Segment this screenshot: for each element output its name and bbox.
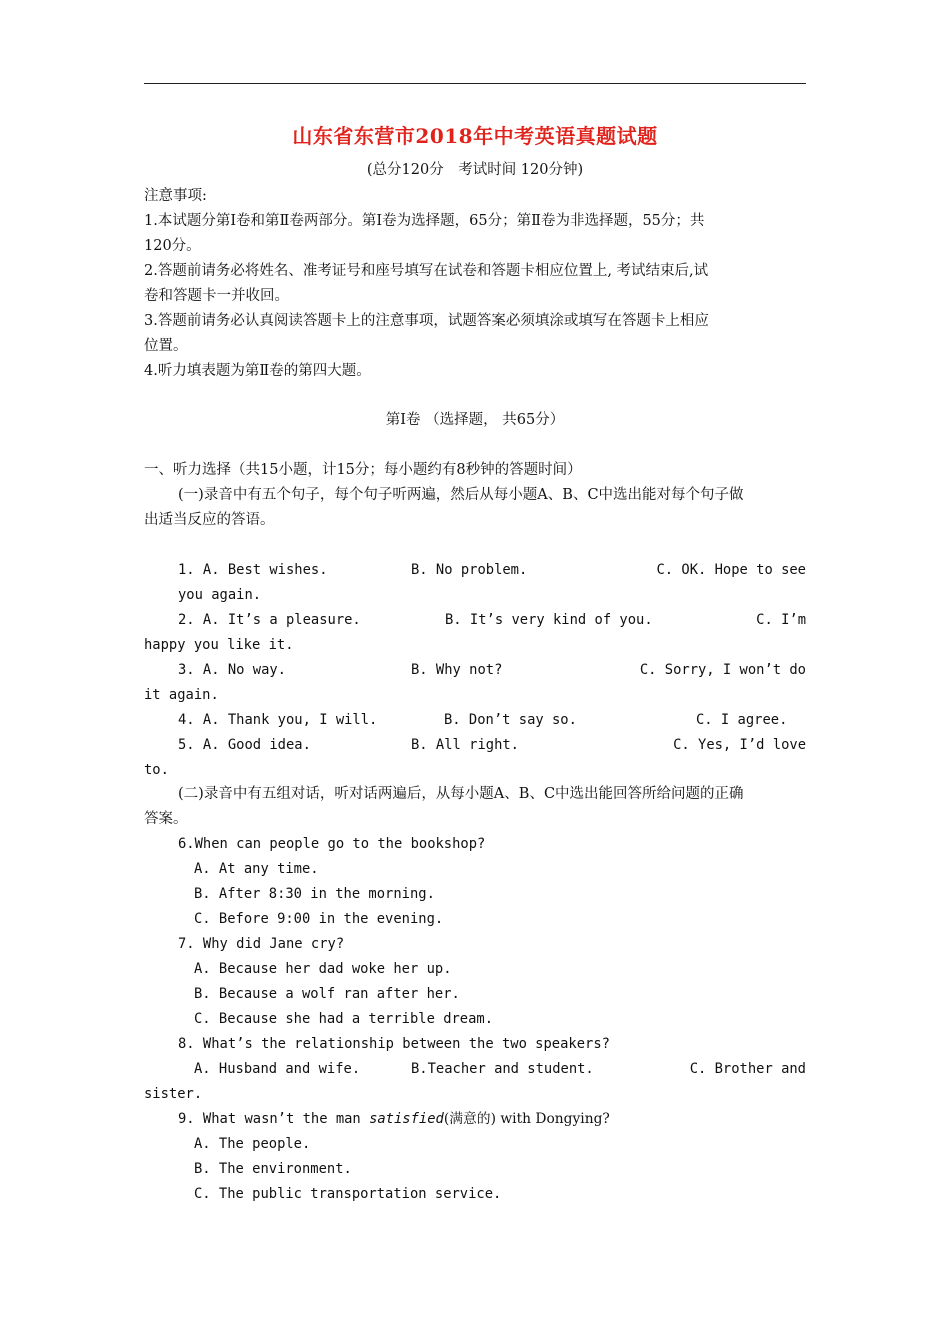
- option-b: B. Don’t say so.: [444, 712, 577, 728]
- option-b: B. Why not?: [411, 662, 503, 678]
- question-stem: 8. What’s the relationship between the two speakers?: [178, 1036, 610, 1052]
- page-title: 山东省东营市2018年中考英语真题试题: [292, 124, 658, 148]
- option: C. Before 9:00 in the evening.: [194, 911, 444, 927]
- option-a: 1. A. Best wishes.: [178, 562, 328, 578]
- question-row: [144, 1057, 806, 1082]
- question-continuation: happy you like it.: [144, 637, 294, 653]
- option-a: 5. A. Good idea.: [178, 737, 311, 753]
- sub2-section: [144, 782, 806, 832]
- note-item: 2.答题前请务必将姓名、准考证号和座号填写在试卷和答题卡相应位置上, 考试结束后,试: [144, 263, 709, 279]
- option: A. Because her dad woke her up.: [194, 961, 452, 977]
- option-b: B. All right.: [411, 737, 519, 753]
- stem-italic-word: satisfied: [369, 1111, 444, 1127]
- header-rule: [144, 83, 806, 84]
- question-stem: 6.When can people go to the bookshop?: [178, 836, 486, 852]
- option: B. The environment.: [194, 1161, 352, 1177]
- question-continuation: sister.: [144, 1086, 203, 1102]
- question-row: [144, 708, 806, 733]
- option-c: C. Sorry, I won’t do: [639, 662, 806, 678]
- option: B. After 8:30 in the morning.: [194, 886, 435, 902]
- option-c: C. I agree.: [696, 712, 788, 728]
- note-item: 1.本试题分第Ⅰ卷和第Ⅱ卷两部分。第Ⅰ卷为选择题，65分；第Ⅱ卷为非选择题，55分；共: [144, 213, 705, 229]
- note-item: 卷和答题卡一并收回。: [144, 288, 289, 304]
- option-c: C. Brother and: [689, 1061, 806, 1077]
- option-b: B. It’s very kind of you.: [445, 612, 653, 628]
- option-c: C. I’m: [756, 612, 806, 628]
- option-a: 2. A. It’s a pleasure.: [178, 612, 361, 628]
- question-row: [144, 608, 806, 633]
- section1-heading: 一、听力选择（共15小题，计15分；每小题约有8秒钟的答题时间）: [144, 462, 582, 478]
- questions-1-5: [144, 558, 806, 783]
- stem-text: 9. What wasn’t the man: [178, 1111, 370, 1127]
- option: C. The public transportation service.: [194, 1186, 502, 1202]
- option: C. Because she had a terrible dream.: [194, 1011, 494, 1027]
- option: B. Because a wolf ran after her.: [194, 986, 460, 1002]
- option-a: A. Husband and wife.: [194, 1061, 361, 1077]
- listening-section: [144, 458, 806, 533]
- note-item: 120分。: [144, 238, 201, 254]
- sub1-instruction-cont: 出适当反应的答语。: [144, 512, 275, 528]
- notes-section: [144, 184, 806, 384]
- option-c: C. Yes, I’d love: [673, 737, 806, 753]
- sub2-instruction: (二)录音中有五组对话，听对话两遍后，从每小题A、B、C中选出能回答所给问题的正确: [178, 786, 744, 802]
- option: A. At any time.: [194, 861, 319, 877]
- notes-heading: 注意事项:: [144, 188, 207, 204]
- sub1-instruction: (一)录音中有五个句子，每个句子听两遍，然后从每小题A、B、C中选出能对每个句子做: [178, 487, 744, 503]
- questions-6-9: [144, 832, 806, 1207]
- note-item: 3.答题前请务必认真阅读答题卡上的注意事项，试题答案必须填涂或填写在答题卡上相应: [144, 313, 709, 329]
- sub2-instruction-cont: 答案。: [144, 811, 188, 827]
- note-item: 位置。: [144, 338, 188, 354]
- option-b: B. No problem.: [411, 562, 528, 578]
- option-a: 3. A. No way.: [178, 662, 286, 678]
- question-row: [144, 558, 806, 583]
- option-c: C. OK. Hope to see: [656, 562, 806, 578]
- question-continuation: it again.: [144, 687, 219, 703]
- question-continuation: to.: [144, 762, 169, 778]
- question-row: [144, 733, 806, 758]
- option-a: 4. A. Thank you, I will.: [178, 712, 378, 728]
- part1-heading: 第Ⅰ卷 （选择题， 共65分）: [385, 412, 565, 428]
- option: A. The people.: [194, 1136, 311, 1152]
- page-subtitle: (总分120分 考试时间 120分钟): [366, 162, 584, 178]
- question-stem: 7. Why did Jane cry?: [178, 936, 345, 952]
- question-row: [144, 658, 806, 683]
- question-continuation: you again.: [178, 587, 262, 603]
- option-b: B.Teacher and student.: [411, 1061, 594, 1077]
- note-item: 4.听力填表题为第Ⅱ卷的第四大题。: [144, 363, 371, 379]
- question-stem: [144, 1107, 806, 1132]
- stem-text: (满意的) with Dongying?: [443, 1111, 610, 1127]
